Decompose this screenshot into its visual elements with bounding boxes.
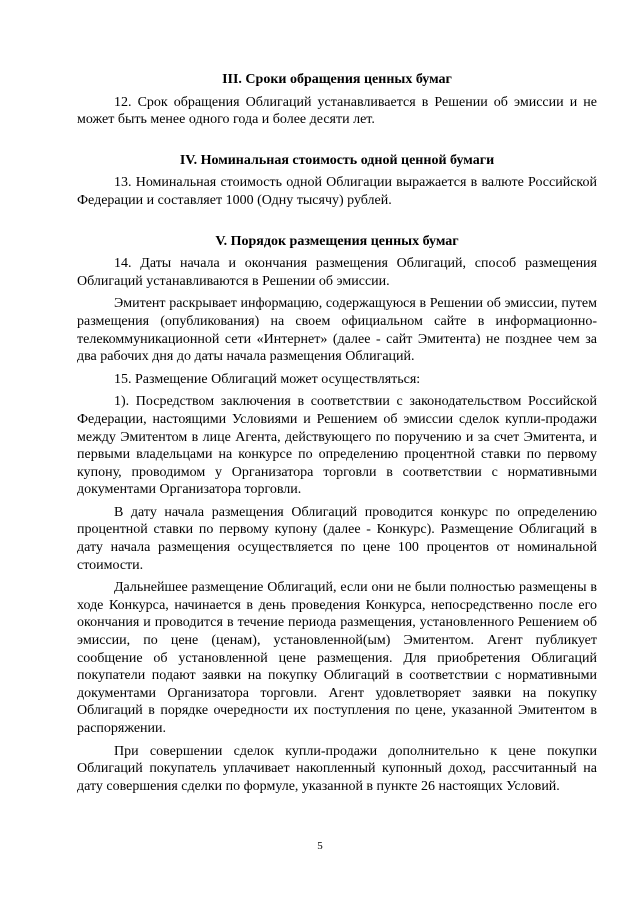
paragraph-coupon-income: При совершении сделок купли-продажи дополнительно к цене покупки Облигаций покупатель уплачивает накопленный купонный доход, рассчитанный на дату совершения сделки по формуле, указанной в пункте 26 настоящих Условий. xyxy=(77,743,597,794)
paragraph-13: 13. Номинальная стоимость одной Облигации выражается в валюте Российской Федерации и составляет 1000 (Одну тысячу) рублей. xyxy=(77,175,597,208)
paragraph-further-placement: Дальнейшее размещение Облигаций, если они не были полностью размещены в ходе Конкурса, начинается в день проведения Конкурса, непосредственно после его окончания и проводится в течение периода размещения, установленного Решением об эмиссии, по цене (ценам), установленной(ым) Эмитентом. Агент публикует сообщение об установленной цене размещения. Для приобретения Облигаций покупатели подают заявки на покупку Облигаций в соответствии с нормативными документами Организатора торговли. Агент удовлетворяет заявки на покупку Облигаций в порядке очередности их поступления по цене, указанной Эмитентом в распоряжении. xyxy=(77,580,597,736)
paragraph-12: 12. Срок обращения Облигаций устанавливается в Решении об эмиссии и не может быть менее одного года и более десяти лет. xyxy=(77,94,597,128)
page-number: 5 xyxy=(317,840,323,852)
section-heading-iii: III. Сроки обращения ценных бумаг xyxy=(222,72,452,87)
paragraph-15: 15. Размещение Облигаций может осуществляться: xyxy=(114,371,421,387)
paragraph-15-1: 1). Посредством заключения в соответствии с законодательством Российской Федерации, настоящими Условиями и Решением об эмиссии сделок купли-продажи между Эмитентом в лице Агента, действующего по поручению и за счет Эмитента, и первыми владельцами на конкурсе по определению процентной ставки по первому купону, проводимом у Организатора торговли в соответствии с нормативными документами Организатора торговли. xyxy=(77,394,597,498)
paragraph-disclosure: Эмитент раскрывает информацию, содержащуюся в Решении об эмиссии, путем размещения (опубликования) на своем официальном сайте в информационно-телекоммуникационной сети «Интернет» (далее - сайт Эмитента) не позднее чем за два рабочих дня до даты начала размещения Облигаций. xyxy=(77,296,597,365)
section-heading-v: V. Порядок размещения ценных бумаг xyxy=(215,233,459,249)
paragraph-14: 14. Даты начала и окончания размещения Облигаций, способ размещения Облигаций устанавливаются в Решении об эмиссии. xyxy=(77,256,597,289)
document-page xyxy=(77,71,597,800)
section-heading-iv: IV. Номинальная стоимость одной ценной бумаги xyxy=(179,152,495,168)
paragraph-contest: В дату начала размещения Облигаций проводится конкурс по определению процентной ставки по первому купону (далее - Конкурс). Размещение Облигаций в дату начала размещения осуществляется по цене 100 процентов от номинальной стоимости. xyxy=(77,504,597,573)
